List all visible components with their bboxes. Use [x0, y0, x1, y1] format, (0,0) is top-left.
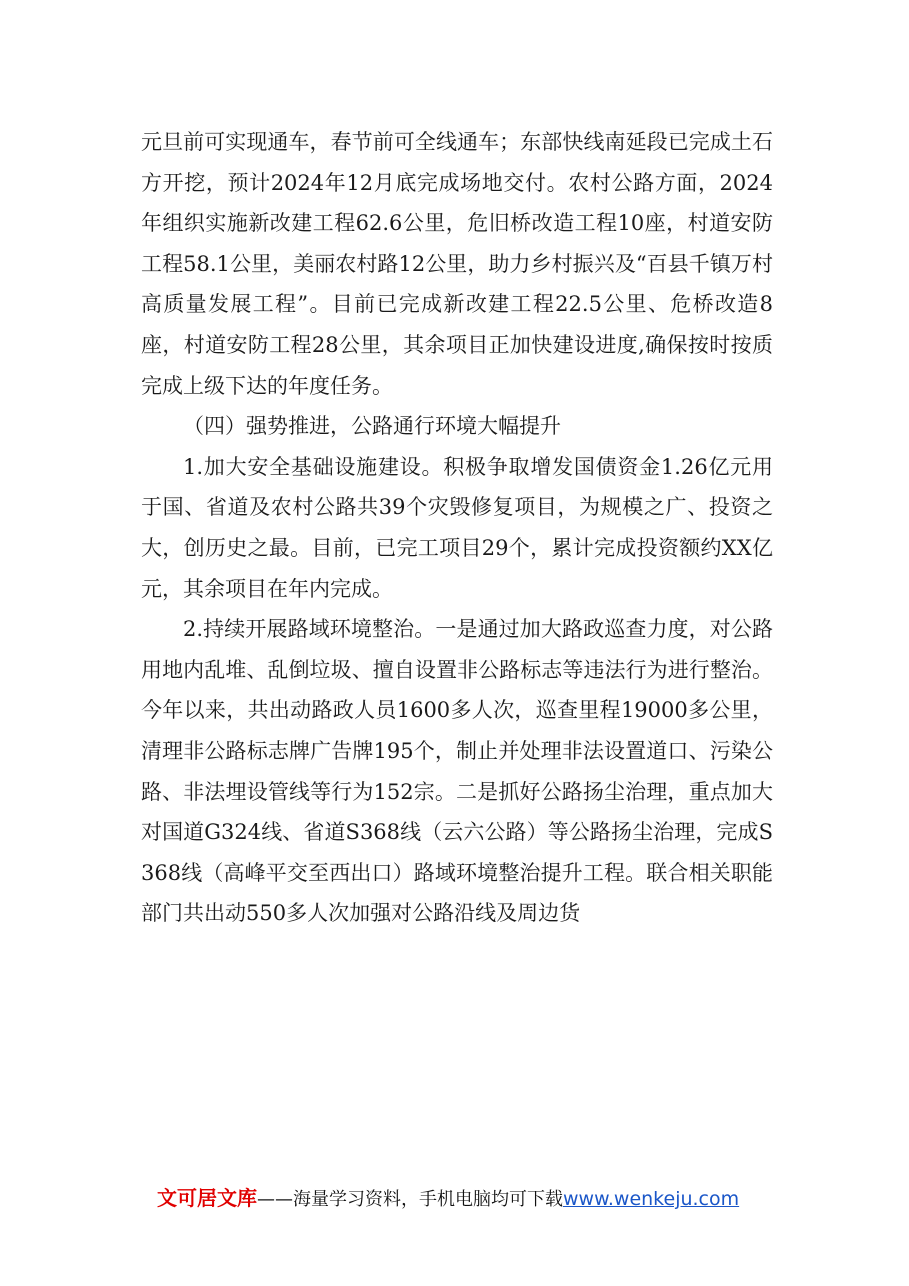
paragraph-road-environment: 2.持续开展路域环境整治。一是通过加大路政巡查力度，对公路用地内乱堆、乱倒垃圾、擅自设置非公路标志等违法行为进行整治。今年以来，共出动路政人员1600多人次，巡查里程19000多公里，清理非公路标志牌广告牌195个，制止并处理非法设置道口、污染公路、非法埋设管线等行为152宗。二是抓好公路扬尘治理，重点加大对国道G324线、省道S368线（云六公路）等公路扬尘治理，完成S368线（高峰平交至西出口）路域环境整治提升工程。联合相关职能部门共出动550多人次加强对公路沿线及周边货	[141, 617, 773, 926]
footer-link[interactable]: www.wenkeju.com	[563, 1188, 740, 1210]
footer-tagline: ——海量学习资料，手机电脑均可下载	[257, 1189, 563, 1210]
paragraph-continuation: 元旦前可实现通车，春节前可全线通车；东部快线南延段已完成土石方开挖，预计2024年12月底完成场地交付。农村公路方面，2024年组织实施新改建工程62.6公里，危旧桥改造工程10座，村道安防工程58.1公里，美丽农村路12公里，助力乡村振兴及“百县千镇万村高质量发展工程”。目前已完成新改建工程22.5公里、危桥改造8座，村道安防工程28公里，其余项目正加快建设进度,确保按时按质完成上级下达的年度任务。	[141, 130, 773, 398]
section-heading: （四）强势推进，公路通行环境大幅提升	[183, 414, 561, 439]
footer-brand: 文可居文库	[157, 1186, 257, 1210]
document-body	[141, 122, 773, 934]
watermark-footer	[157, 1183, 739, 1213]
paragraph-safety-infrastructure: 1.加大安全基础设施建设。积极争取增发国债资金1.26亿元用于国、省道及农村公路共39个灾毁修复项目，为规模之广、投资之大，创历史之最。目前，已完工项目29个，累计完成投资额约XX亿元，其余项目在年内完成。	[141, 454, 773, 601]
